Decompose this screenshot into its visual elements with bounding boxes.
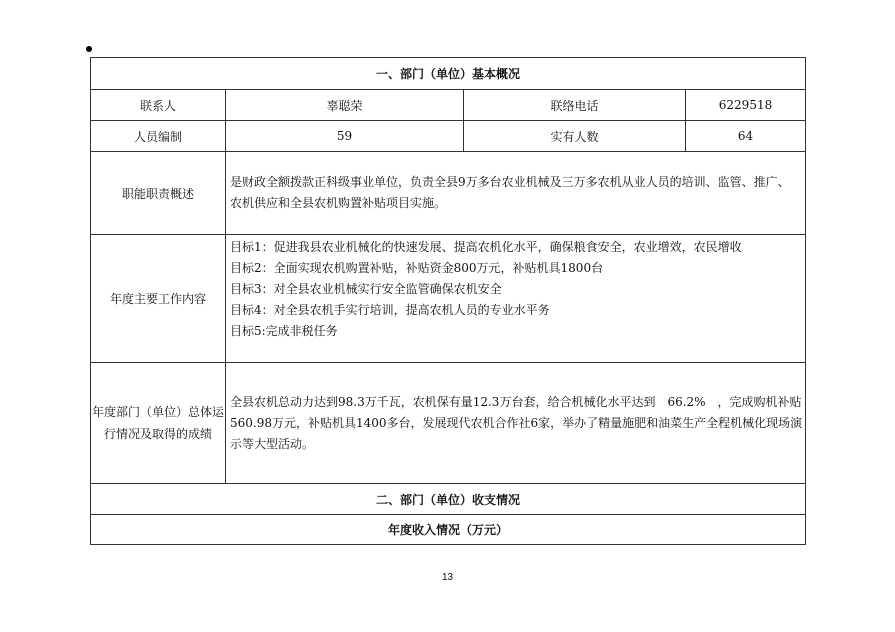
phone-value: 6229518 bbox=[686, 90, 806, 121]
work-goal-3: 目标3：对全县农业机械实行安全监管确保农机安全 bbox=[230, 282, 502, 296]
work-goal-2: 目标2：全面实现农机购置补贴，补贴资金800万元，补贴机具1800台 bbox=[230, 261, 604, 275]
work-goal-5: 目标5:完成非税任务 bbox=[230, 324, 338, 338]
work-row bbox=[91, 235, 806, 363]
section2-header-row bbox=[91, 484, 806, 515]
contact-value: 辜聪荣 bbox=[226, 90, 464, 121]
duties-line: 农机供应和全县农机购置补贴项目实施。 bbox=[230, 196, 447, 210]
results-line: 全县农机总动力达到98.3万千瓦，农机保有量12.3万台套，给合机械化水平达到 66.2% ，完成购机补贴 bbox=[230, 394, 802, 409]
duties-line: 是财政全额拨款正科级事业单位，负责全县9万多台农业机械及三万多农机从业人员的培训、监管、推广、 bbox=[230, 175, 790, 189]
results-line: 560.98万元，补贴机具1400多台，发展现代农机合作社6家，举办了精量施肥和油菜生产全程机械化现场演 bbox=[230, 415, 803, 430]
section2-title: 二、部门（单位）收支情况 bbox=[91, 484, 806, 515]
results-row bbox=[91, 363, 806, 484]
work-label: 年度主要工作内容 bbox=[91, 235, 226, 363]
section1-header-row bbox=[91, 58, 806, 90]
contact-row bbox=[91, 90, 806, 121]
duties-label: 职能职责概述 bbox=[91, 152, 226, 235]
results-label: 年度部门（单位）总体运 行情况及取得的成绩 bbox=[91, 363, 226, 484]
work-goal-1: 目标1：促进我县农业机械化的快速发展、提高农机化水平，确保粮食安全，农业增效，农民增收 bbox=[230, 240, 742, 254]
actual-value: 64 bbox=[686, 121, 806, 152]
duties-row bbox=[91, 152, 806, 235]
staff-value: 59 bbox=[226, 121, 464, 152]
phone-label: 联络电话 bbox=[464, 90, 686, 121]
work-goal-4: 目标4：对全县农机手实行培训，提高农机人员的专业水平务 bbox=[230, 303, 550, 317]
income-header-row bbox=[91, 515, 806, 545]
work-text bbox=[226, 235, 806, 363]
staff-label: 人员编制 bbox=[91, 121, 226, 152]
actual-label: 实有人数 bbox=[464, 121, 686, 152]
page-number: 13 bbox=[441, 572, 454, 583]
staff-row bbox=[91, 121, 806, 152]
bullet-dot bbox=[86, 46, 92, 52]
section1-title: 一、部门（单位）基本概况 bbox=[91, 58, 806, 90]
contact-label: 联系人 bbox=[91, 90, 226, 121]
results-line: 示等大型活动。 bbox=[230, 436, 315, 451]
income-title: 年度收入情况（万元） bbox=[91, 515, 806, 545]
duties-text bbox=[226, 152, 806, 235]
results-text bbox=[226, 363, 806, 484]
overview-table bbox=[90, 57, 806, 545]
